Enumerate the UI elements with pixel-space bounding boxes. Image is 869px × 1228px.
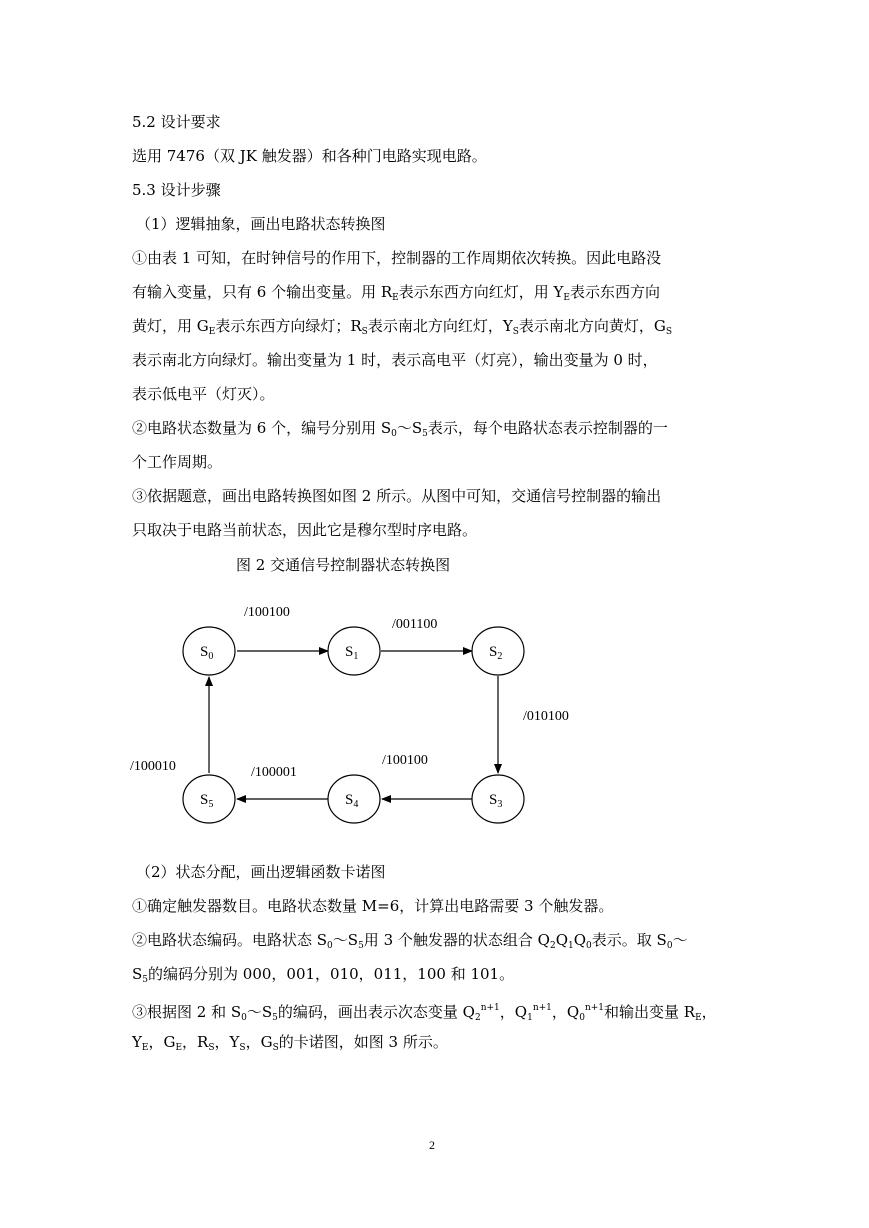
state-node-s0 — [183, 627, 235, 675]
step2-p3-line2: $Y_E$，$G_E$，$R_S$，$Y_S$，$G_S$的卡诺图，如图 3 所示。 — [132, 1033, 448, 1053]
step1-p3-line2: 只取决于电路当前状态，因此它是穆尔型时序电路。 — [132, 521, 478, 539]
step1-title: （1）逻辑抽象，画出电路状态转换图 — [136, 215, 386, 233]
step2-p2-line1: ②电路状态编码。电路状态 $S_0\sim S_5$用 3 个触发器的状态组合 $Q_2Q_1Q_0$表示。取 $S_0\sim$ — [132, 931, 688, 951]
transition-label: /100100 — [382, 753, 428, 768]
step2-title: （2）状态分配，画出逻辑函数卡诺图 — [136, 863, 386, 881]
step1-p1-line4: 表示南北方向绿灯。输出变量为 1 时，表示高电平（灯亮），输出变量为 0 时， — [132, 351, 658, 369]
step1-p2-line1: ②电路状态数量为 6 个，编号分别用 $S_0\sim S_5$表示，每个电路状态表示控制器的一 — [132, 419, 668, 439]
svg-text:S5: $S_5$ — [200, 792, 214, 810]
state-node-s3 — [472, 775, 524, 823]
state-node-s2 — [472, 627, 524, 675]
step2-p1: ①确定触发器数目。电路状态数量 M=6，计算出电路需要 3 个触发器。 — [132, 897, 614, 915]
svg-text:S2: $S_2$ — [489, 644, 503, 662]
step2-p3-line1: ③根据图 2 和 $S_0\sim S_5$的编码，画出表示次态变量 $Q_2^{n+1}$，$Q_1^{n+1}$，$Q_0^{n+1}$和输出变量 $R_E$， — [132, 1003, 717, 1023]
section-5-2-heading: 5.2 设计要求 — [132, 113, 221, 131]
step1-p1-line1: ①由表 1 可知，在时钟信号的作用下，控制器的工作周期依次转换。因此电路没 — [132, 249, 662, 267]
step1-p1-line2: 有输入变量，只有 6 个输出变量。用 $R_E$表示东西方向红灯，用 $Y_E$表示东西方向 — [132, 283, 660, 303]
section-5-2-text: 选用 7476（双 JK 触发器）和各种门电路实现电路。 — [132, 147, 487, 165]
state-node-s4 — [328, 775, 380, 823]
svg-text:S3: $S_3$ — [489, 792, 503, 810]
step2-p2-line2: $S_5$的编码分别为 000，001，010，011，100 和 101。 — [132, 965, 515, 985]
transition-label: /100001 — [251, 765, 297, 780]
svg-text:S4: $S_4$ — [345, 792, 359, 810]
step1-p1-line5: 表示低电平（灯灭）。 — [132, 385, 275, 403]
step1-p1-line3: 黄灯，用 $G_E$表示东西方向绿灯；$R_S$表示南北方向红灯，$Y_S$表示南北方向黄灯，$G_S$ — [132, 317, 673, 337]
section-5-3-heading: 5.3 设计步骤 — [132, 181, 221, 199]
transition-label: /001100 — [392, 617, 438, 632]
step1-p3-line1: ③依据题意，画出电路转换图如图 2 所示。从图中可知，交通信号控制器的输出 — [132, 487, 662, 505]
state-node-s5 — [183, 775, 235, 823]
svg-text:S1: $S_1$ — [345, 644, 359, 662]
step1-p2-line2: 个工作周期。 — [132, 453, 223, 471]
transition-label: /100100 — [244, 605, 290, 620]
page-number: 2 — [429, 1138, 435, 1152]
svg-text:S0: $S_0$ — [200, 644, 214, 662]
state-transition-diagram — [110, 590, 630, 840]
transition-label: /010100 — [523, 709, 569, 724]
state-node-s1 — [328, 627, 380, 675]
transition-label: /100010 — [130, 759, 176, 774]
figure2-caption: 图 2 交通信号控制器状态转换图 — [236, 556, 451, 574]
